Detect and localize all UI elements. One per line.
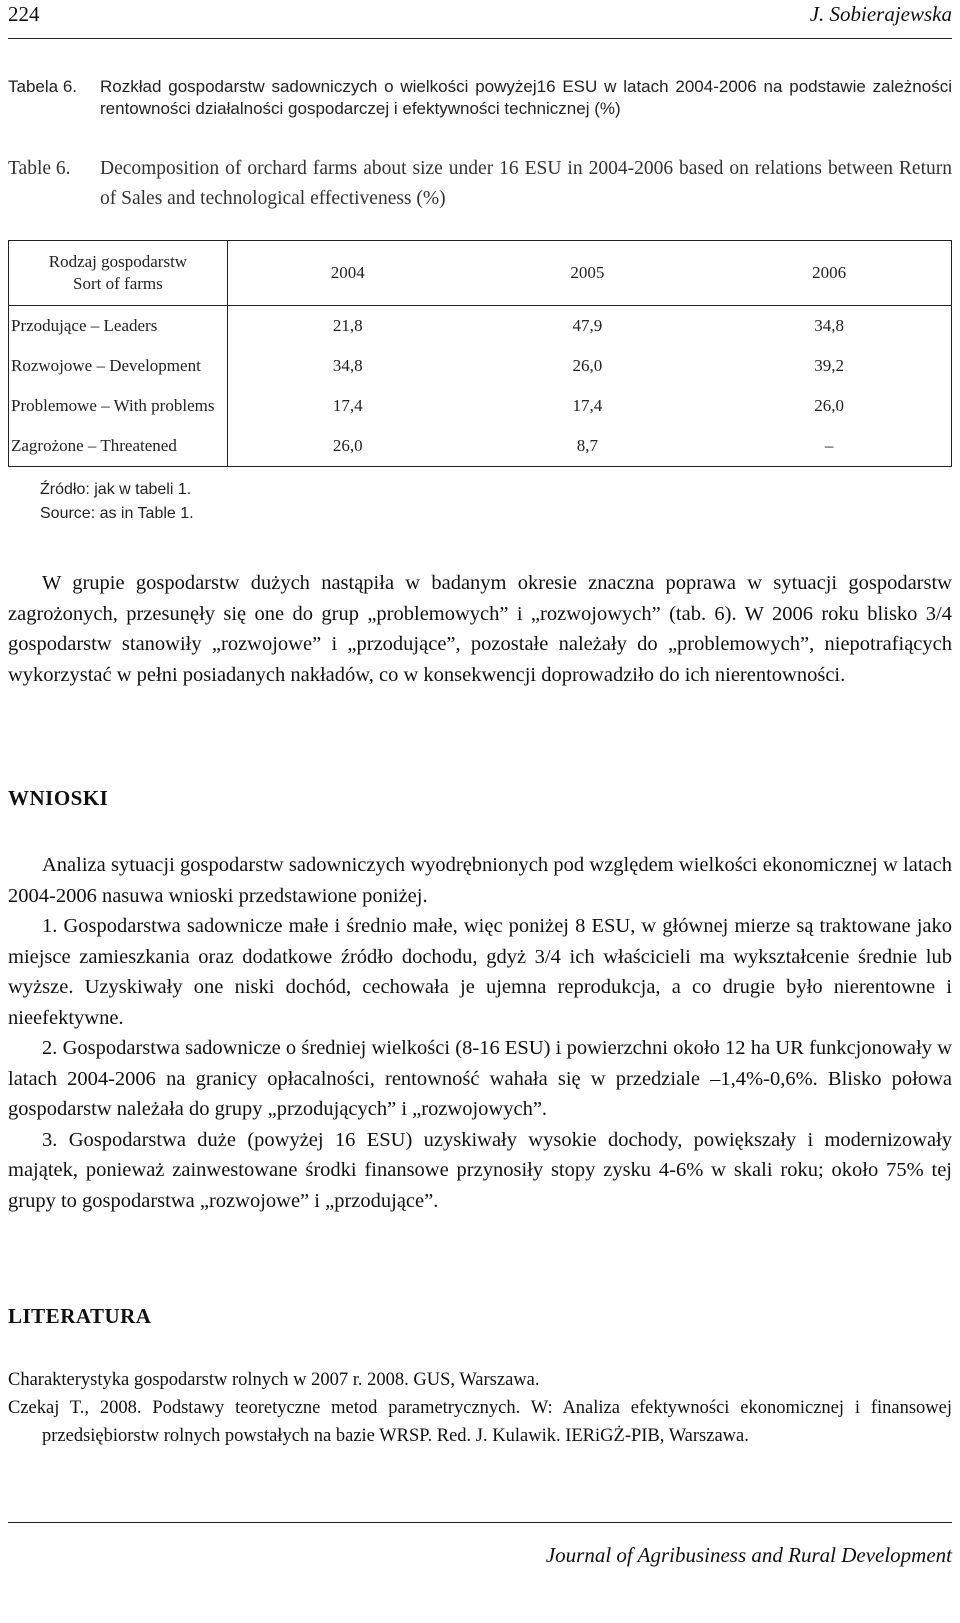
reference-item: Charakterystyka gospodarstw rolnych w 2007 r. 2008. GUS, Warszawa. — [8, 1370, 540, 1390]
table-cell: 34,8 — [332, 356, 363, 375]
table-cell: – — [824, 436, 834, 455]
data-table — [8, 240, 952, 467]
row-label: Zagrożone – Threatened — [9, 426, 228, 467]
column-header-sort — [9, 241, 228, 306]
table-row — [9, 426, 952, 467]
table-cell: 8,7 — [576, 436, 599, 455]
page-number: 224 — [8, 2, 40, 26]
conclusion-item: 3. Gospodarstwa duże (powyżej 16 ESU) uzyskiwały wysokie dochody, powiększały i modernizowały majątek, ponieważ zainwestowane środki finansowe przynosiły stopy zysku 4-6% w skali roku; około 75% tej grupy to gospodarstwa „rozwojowe” i „przodujące”. — [8, 1128, 952, 1212]
conclusion-item: 1. Gospodarstwa sadownicze małe i średnio małe, więc poniżej 8 ESU, w głównej mierze są traktowane jako miejsce zamieszkania oraz dodatkowe źródło dochodu, gdyż 3/4 ich właścicieli ma wykształcenie średnie lub wyższe. Uzyskiwały one niski dochód, cechowała je ujemna reprodukcja, a co drugie było nierentowne i nieefektywne. — [8, 915, 952, 1029]
section-heading-conclusions: WNIOSKI — [8, 786, 109, 810]
table-source — [40, 478, 194, 526]
table-caption-pl — [8, 76, 952, 120]
table-cell: 34,8 — [814, 316, 844, 335]
references-list — [8, 1366, 952, 1450]
body-paragraph: W grupie gospodarstw dużych nastąpiła w badanym okresie znaczna poprawa w sytuacji gospodarstw zagrożonych, przesunęły się one do grup „problemowych” i „rozwojowych” (tab. 6). W 2006 roku blisko 3/4 gospodarstw stanowiły „rozwojowe” i „przodujące”, pozostałe należały do „problemowych”, niepotrafiących wykorzystać w pełni posiadanych nakładów, co w konsekwencji doprowadziło do ich nierentowności. — [8, 572, 952, 686]
column-header-year: 2006 — [707, 241, 951, 306]
row-label: Problemowe – With problems — [9, 386, 228, 426]
table-label-pl: Tabela 6. — [8, 77, 77, 96]
row-label: Przodujące – Leaders — [9, 306, 228, 347]
page-footer — [8, 1522, 952, 1623]
table-cell: 17,4 — [572, 396, 603, 415]
table-row — [9, 346, 952, 386]
row-label: Rozwojowe – Development — [9, 346, 228, 386]
table-cell: 26,0 — [814, 396, 844, 415]
table-cell: 26,0 — [572, 356, 603, 375]
table-cell: 39,2 — [814, 356, 844, 375]
table-caption-en-text: Decomposition of orchard farms about size under 16 ESU in 2004-2006 based on relations between Return of Sales and technological effectiveness (%) — [100, 158, 952, 209]
journal-title: Journal of Agribusiness and Rural Development — [545, 1543, 952, 1567]
table-caption-pl-text: Rozkład gospodarstw sadowniczych o wielkości powyżej16 ESU w latach 2004-2006 na podstawie zależności rentowności działalności gospodarczej i efektywności technicznej (%) — [100, 77, 952, 118]
source-pl: Źródło: jak w tabeli 1. — [40, 481, 192, 498]
running-head-author: J. Sobierajewska — [809, 2, 952, 26]
table-caption-en — [8, 154, 952, 214]
reference-item: Czekaj T., 2008. Podstawy teoretyczne metod parametrycznych. W: Analiza efektywności ekonomicznej i finansowej przedsiębiorstw rolnych powstałych na bazie WRSP. Red. J. Kulawik. IERiGŻ-PIB, Warszawa. — [8, 1398, 952, 1446]
conclusion-item: 2. Gospodarstwa sadownicze o średniej wielkości (8-16 ESU) i powierzchni około 12 ha UR funkcjonowały w latach 2004-2006 na granicy opłacalności, rentowność wahała się w przedziale –1,4%-0,6%. Blisko połowa gospodarstw należała do grupy „przodujących” i „rozwojowych”. — [8, 1037, 952, 1120]
table-label-en: Table 6. — [8, 158, 71, 179]
column-header-pl: Rodzaj gospodarstw — [48, 252, 188, 271]
page-header — [8, 0, 952, 39]
column-header-year: 2005 — [468, 241, 708, 306]
table-cell: 26,0 — [332, 436, 363, 455]
column-header-year: 2004 — [227, 241, 467, 306]
table-header-row — [9, 241, 952, 306]
conclusions-block — [8, 850, 952, 1216]
section-heading-literature: LITERATURA — [8, 1304, 152, 1328]
column-header-en: Sort of farms — [73, 274, 163, 293]
table-cell: 47,9 — [572, 316, 603, 335]
table-row — [9, 306, 952, 347]
table-cell: 17,4 — [332, 396, 363, 415]
conclusion-intro: Analiza sytuacji gospodarstw sadowniczych wyodrębnionych pod względem wielkości ekonomicznej w latach 2004-2006 nasuwa wnioski przedstawione poniżej. — [8, 854, 952, 907]
table-row — [9, 386, 952, 426]
table-cell: 21,8 — [332, 316, 363, 335]
source-en: Source: as in Table 1. — [40, 505, 194, 522]
